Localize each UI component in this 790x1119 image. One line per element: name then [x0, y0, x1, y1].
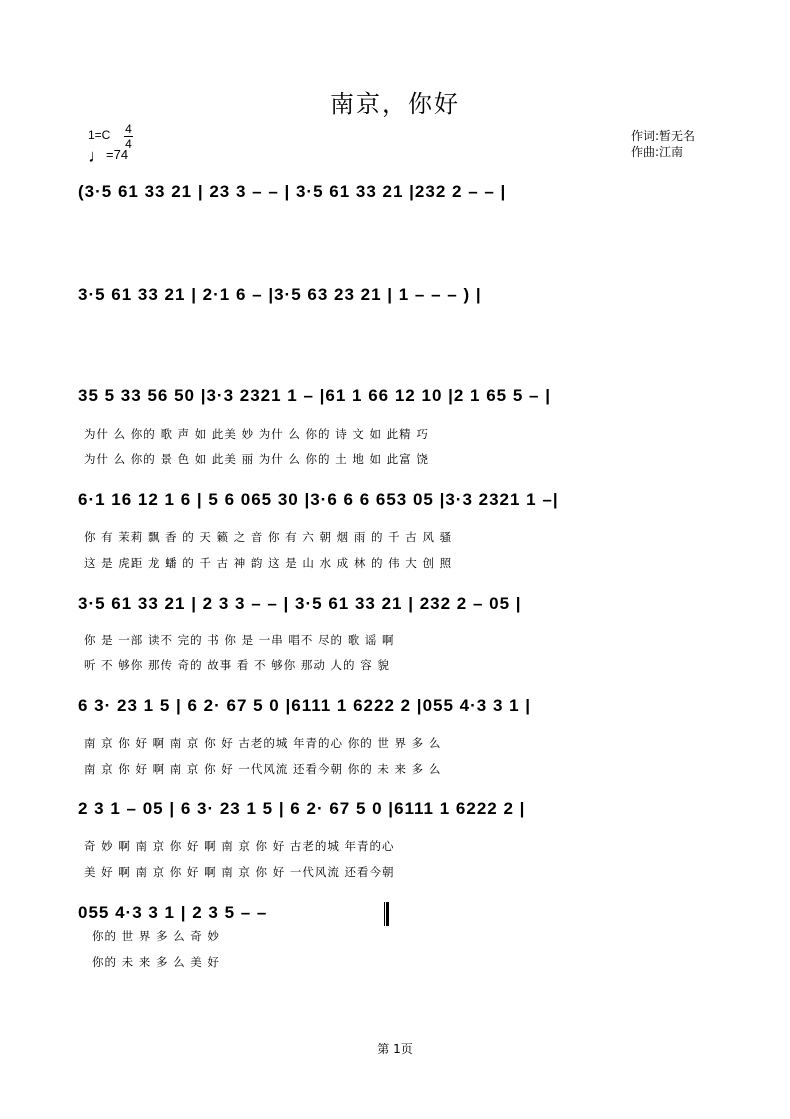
score-line-8: 055 4·3 3 1 | 2 3 5 – – — [78, 903, 268, 922]
quarter-note-icon: ♩ — [88, 146, 106, 166]
time-bottom: 4 — [125, 137, 132, 151]
score-line-3: 35 5 33 56 50 |3·3 2321 1 – |61 1 66 12 10 |2 1 65 5 – | — [78, 386, 551, 405]
lyric-line: 你的 未 来 多 么 美 好 — [92, 955, 220, 969]
score-line-7: 2 3 1 – 05 | 6 3· 23 1 5 | 6 2· 67 5 0 |6111 1 6222 2 | — [78, 799, 526, 818]
lyric-line: 你的 世 界 多 么 奇 妙 — [92, 929, 220, 943]
key-signature: 1=C — [88, 128, 111, 142]
lyric-line: 南 京 你 好 啊 南 京 你 好 一代风流 还看今朝 你的 未 来 多 么 — [84, 762, 442, 776]
composer: 作曲:江南 — [631, 145, 684, 159]
tempo-mark — [88, 146, 128, 167]
final-barline — [384, 902, 389, 926]
lyric-line: 美 好 啊 南 京 你 好 啊 南 京 你 好 一代风流 还看今朝 — [84, 865, 395, 879]
time-top: 4 — [125, 122, 132, 136]
song-title: 南京，你好 — [330, 90, 460, 118]
lyric-line: 听 不 够你 那传 奇的 故事 看 不 够你 那动 人的 容 貌 — [84, 658, 390, 672]
score-line-6: 6 3· 23 1 5 | 6 2· 67 5 0 |6111 1 6222 2 |055 4·3 3 1 | — [78, 696, 532, 715]
lyric-line: 你 有 茉莉 飘 香 的 天 籁 之 音 你 有 六 朝 烟 雨 的 千 古 风 骚 — [84, 530, 453, 544]
score-line-2: 3·5 61 33 21 | 2·1 6 – |3·5 63 23 21 | 1 – – – ) | — [78, 285, 482, 304]
lyric-line: 为什 么 你的 歌 声 如 此美 妙 为什 么 你的 诗 文 如 此精 巧 — [84, 427, 429, 441]
lyricist: 作词:暂无名 — [631, 129, 696, 143]
score-line-1: (3·5 61 33 21 | 23 3 – – | 3·5 61 33 21 |232 2 – – | — [78, 182, 507, 201]
lyric-line: 南 京 你 好 啊 南 京 你 好 古老的城 年青的心 你的 世 界 多 么 — [84, 736, 442, 750]
lyric-line: 为什 么 你的 景 色 如 此美 丽 为什 么 你的 土 地 如 此富 饶 — [84, 452, 429, 466]
page-number: 第 1页 — [377, 1042, 413, 1056]
lyric-line: 奇 妙 啊 南 京 你 好 啊 南 京 你 好 古老的城 年青的心 — [84, 839, 395, 853]
tempo-value: =74 — [106, 147, 129, 162]
score-line-5: 3·5 61 33 21 | 2 3 3 – – | 3·5 61 33 21 | 232 2 – 05 | — [78, 594, 522, 613]
lyric-line: 你 是 一部 读不 完的 书 你 是 一串 唱不 尽的 歌 谣 啊 — [84, 633, 395, 647]
credits — [631, 128, 695, 160]
lyric-line: 这 是 虎距 龙 蟠 的 千 古 神 韵 这 是 山 水 成 林 的 伟 大 创 照 — [84, 556, 453, 570]
score-line-4: 6·1 16 12 1 6 | 5 6 065 30 |3·6 6 6 653 05 |3·3 2321 1 –| — [78, 490, 559, 509]
